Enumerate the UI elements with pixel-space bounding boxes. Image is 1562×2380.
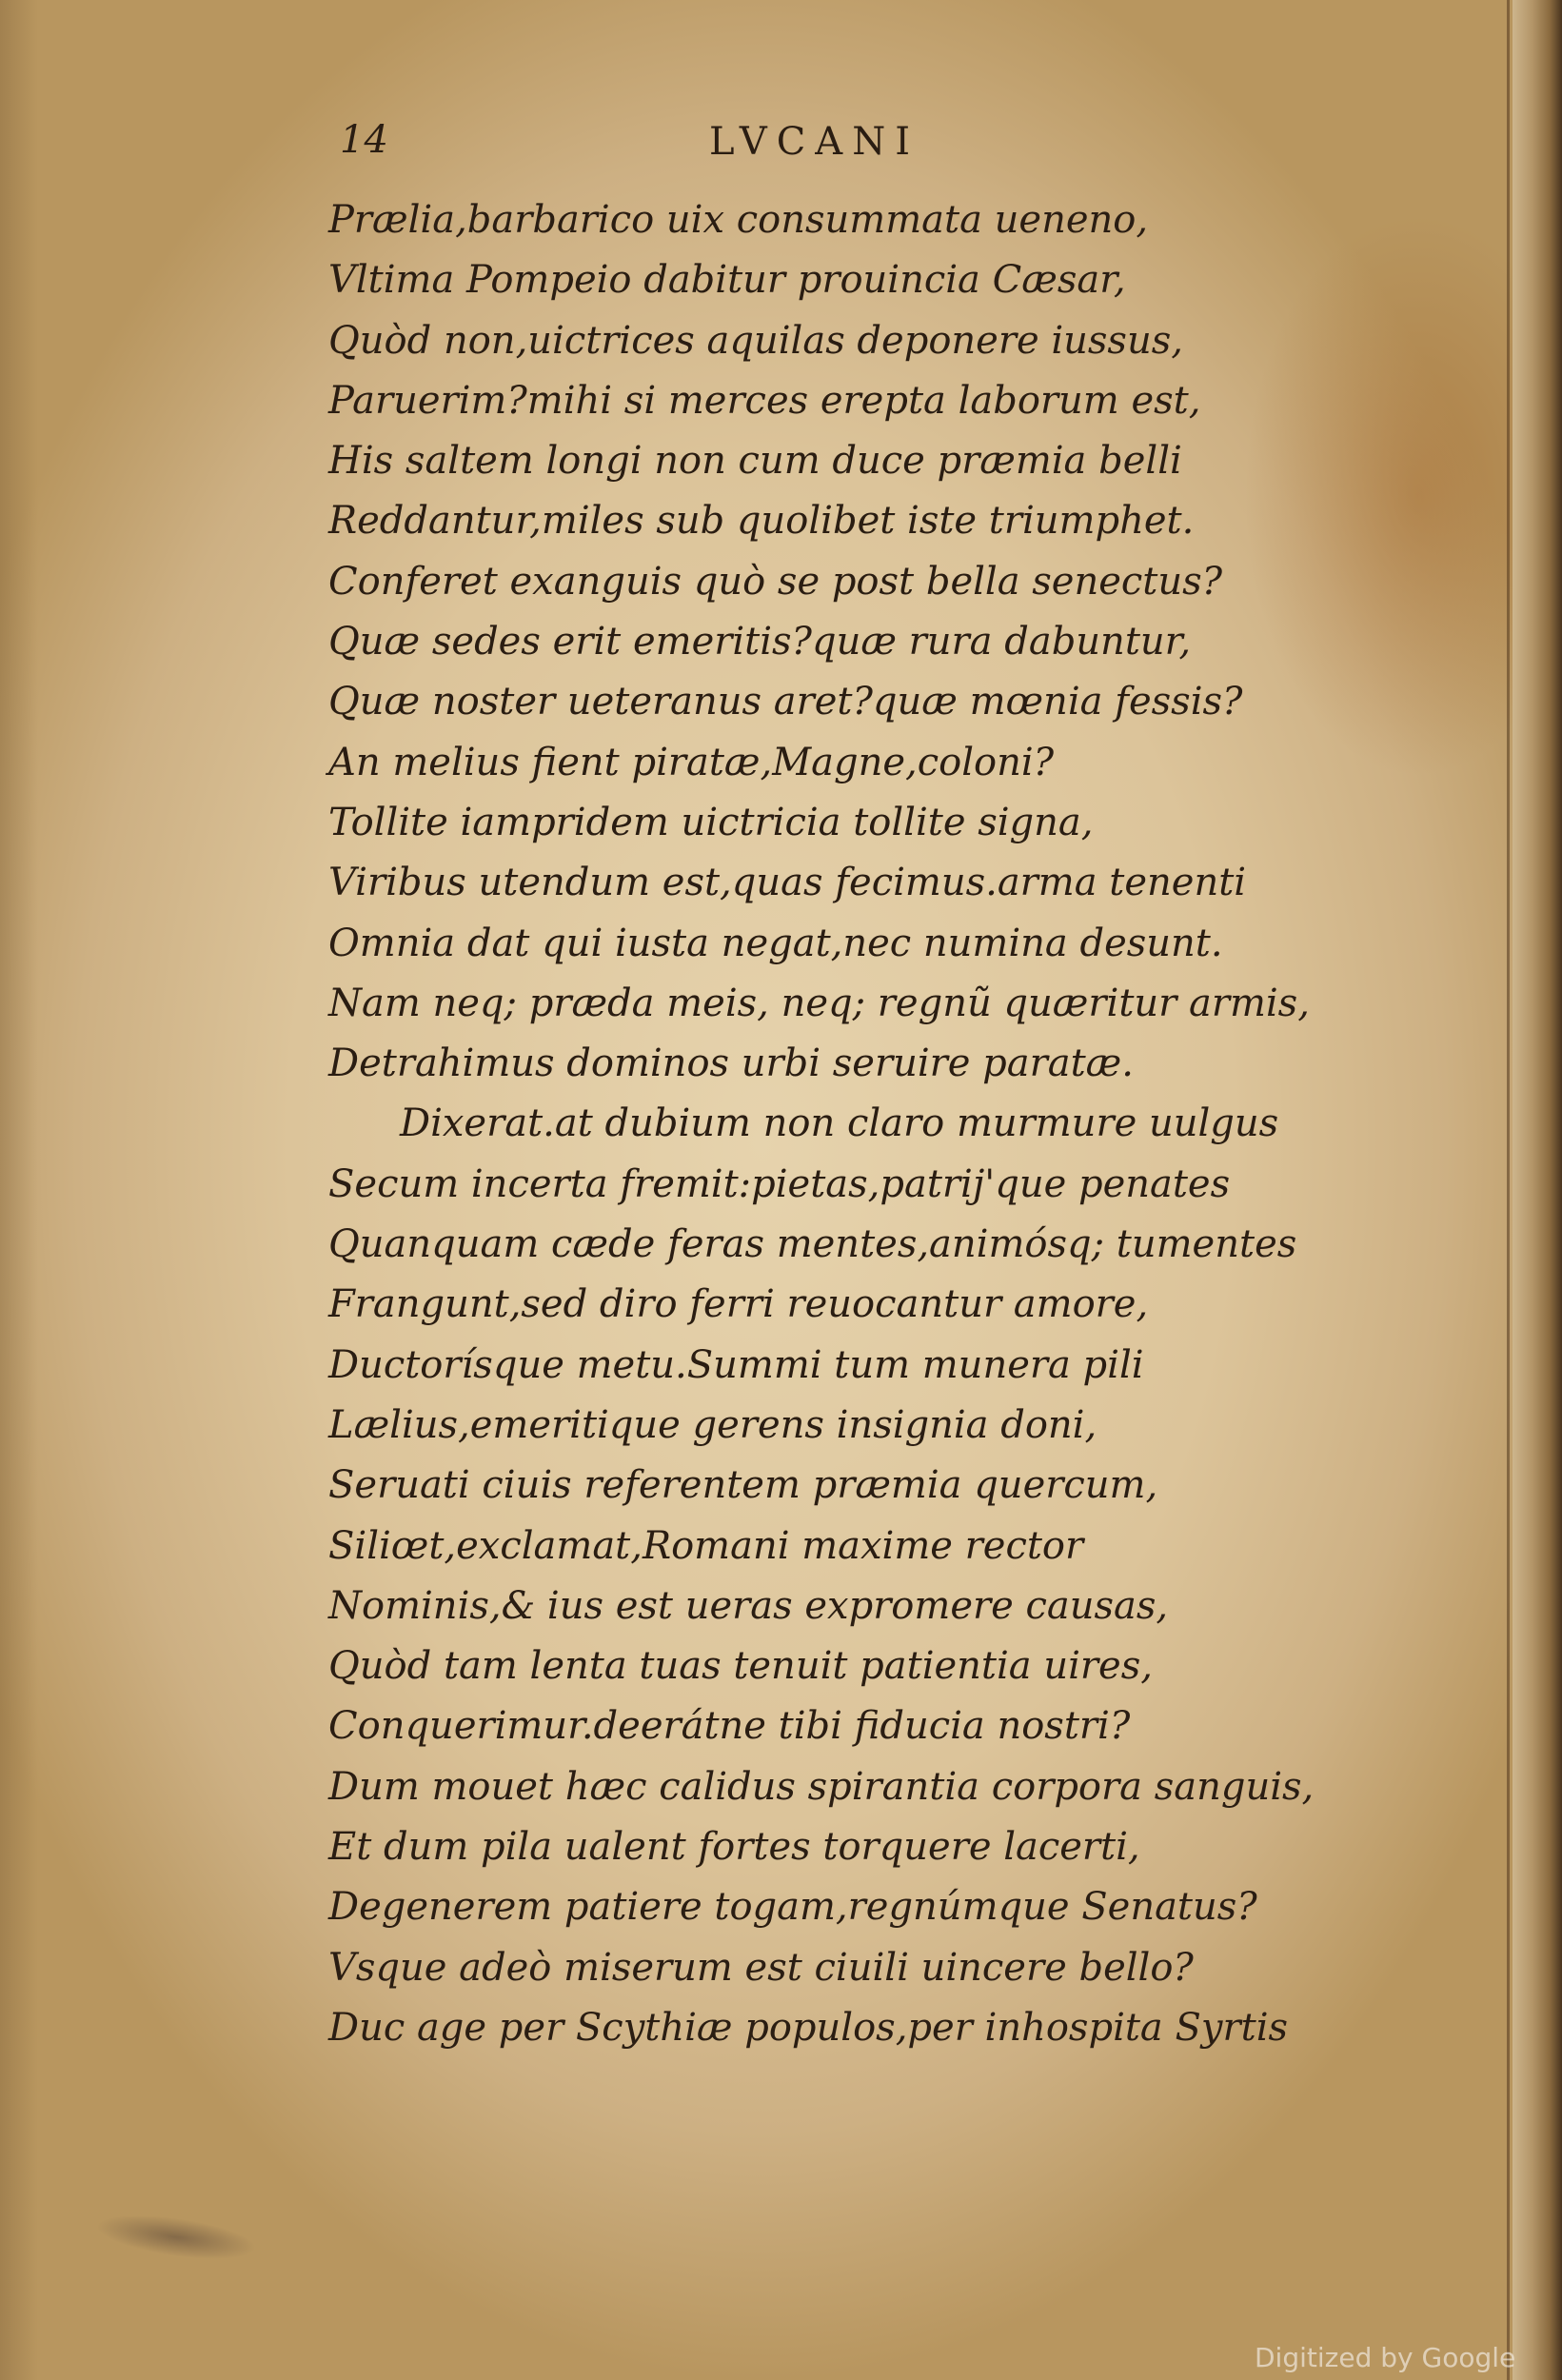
verse-line: Frangunt,sed diro ferri reuocantur amore,: [328, 1282, 1149, 1327]
verse-line: Duc age per Scythiæ populos,per inhospita Syrtis: [328, 2005, 1289, 2050]
verse-line: Prælia,barbarico uix consummata ueneno,: [328, 198, 1149, 242]
verse-line: Conferet exanguis quò se post bella senectus?: [328, 559, 1223, 604]
verse-block: [328, 190, 1414, 2058]
page-right-gutter: [1513, 0, 1562, 2380]
verse-line: Tollite iampridem uictricia tollite signa,: [328, 800, 1094, 844]
verse-line: Dum mouet hæc calidus spirantia corpora sanguis,: [328, 1764, 1315, 1809]
verse-line: Quòd tam lenta tuas tenuit patientia uires,: [328, 1644, 1153, 1689]
verse-line: Quæ sedes erit emeritis?quæ rura dabuntur,: [328, 620, 1192, 664]
verse-line-indented: Dixerat.at dubium non claro murmure uulgus: [400, 1101, 1279, 1146]
verse-line: An melius fient piratæ,Magne,coloni?: [328, 740, 1055, 784]
verse-line: Viribus utendum est,quas fecimus.arma tenenti: [328, 861, 1247, 905]
verse-line: Nam neq; præda meis, neq; regnũ quæritur armis,: [328, 981, 1310, 1025]
verse-line: Paruerim?mihi si merces erepta laborum est,: [328, 378, 1201, 423]
verse-line: Ductorísque metu.Summi tum munera pili: [328, 1342, 1144, 1387]
page-left-edge-shadow: [0, 0, 38, 2380]
verse-line: Nominis,& ius est ueras expromere causas,: [328, 1583, 1169, 1628]
verse-line: Seruati ciuis referentem præmia quercum,: [328, 1463, 1158, 1508]
verse-line: His saltem longi non cum duce præmia belli: [328, 439, 1182, 484]
page-number: 14: [340, 118, 388, 162]
verse-line: Detrahimus dominos urbi seruire paratæ.: [328, 1041, 1134, 1086]
verse-line: Secum incerta fremit:pietas,patrij'que penates: [328, 1161, 1231, 1206]
ink-smudge: [93, 2207, 259, 2267]
verse-line: Siliœt,exclamat,Romani maxime rector: [328, 1523, 1084, 1568]
verse-line: Quæ noster ueteranus aret?quæ mœnia fessis?: [328, 680, 1243, 724]
verse-line: Conquerimur.deerátne tibi fiducia nostri?: [328, 1704, 1131, 1749]
verse-line: Degenerem patiere togam,regnúmque Senatus?: [328, 1885, 1257, 1930]
verse-line: Omnia dat qui iusta negat,nec numina desunt.: [328, 921, 1223, 965]
verse-line: Quanquam cæde feras mentes,animósq; tumentes: [328, 1222, 1297, 1267]
page-fold-line: [1507, 0, 1510, 2380]
page-header: [328, 112, 1033, 169]
verse-line: Lælius,emeritique gerens insignia doni,: [328, 1402, 1097, 1447]
running-title: LVCANI: [709, 120, 919, 164]
verse-line: Vsque adeò miserum est ciuili uincere bello?: [328, 1945, 1194, 1990]
verse-line: Vltima Pompeio dabitur prouincia Cæsar,: [328, 258, 1126, 303]
verse-line: Quòd non,uictrices aquilas deponere iussus,: [328, 318, 1183, 363]
verse-line: Reddantur,miles sub quolibet iste triumphet.: [328, 499, 1195, 544]
verse-line: Et dum pila ualent fortes torquere lacerti,: [328, 1825, 1140, 1870]
digitized-watermark: Digitized by Google: [1255, 2342, 1516, 2373]
